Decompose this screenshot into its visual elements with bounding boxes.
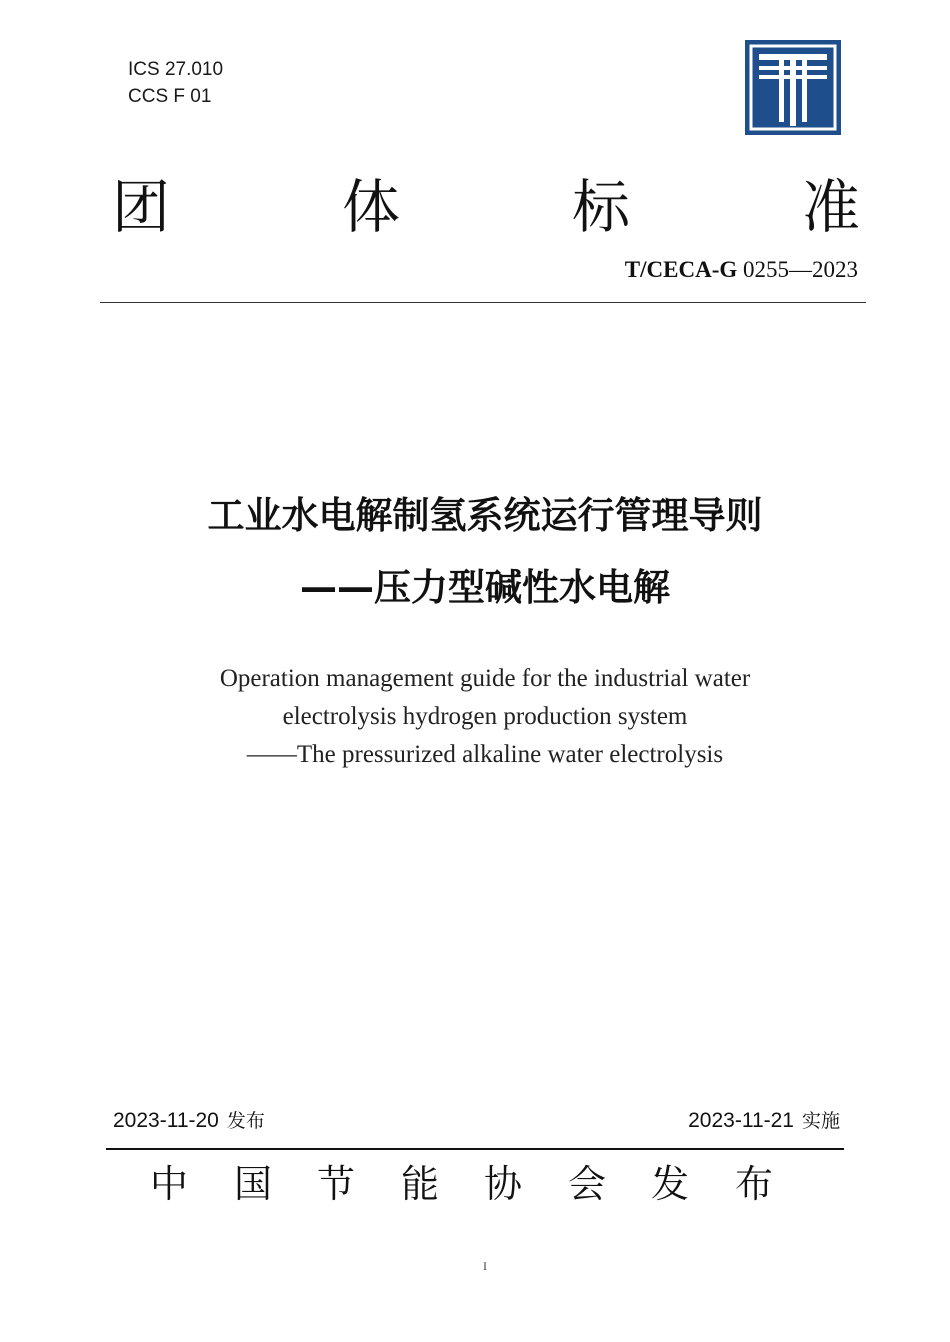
publisher-char: 能 bbox=[401, 1162, 440, 1206]
issue-label: 发布 bbox=[226, 1110, 265, 1132]
ccs-code: CCS F 01 bbox=[128, 86, 212, 107]
standard-number-suffix: 0255—2023 bbox=[737, 257, 858, 282]
association-logo bbox=[745, 40, 841, 135]
publisher-char: 发 bbox=[651, 1162, 690, 1206]
publisher-char: 布 bbox=[735, 1162, 774, 1206]
publisher-char: 中 bbox=[150, 1162, 189, 1206]
publisher-char: 会 bbox=[568, 1162, 607, 1206]
doc-type-char: 准 bbox=[802, 173, 861, 241]
title-chinese bbox=[0, 480, 950, 624]
impl-date-value: 2023-11-21 bbox=[688, 1109, 794, 1132]
publisher bbox=[150, 1156, 790, 1212]
impl-label: 实施 bbox=[801, 1110, 840, 1132]
doc-type-char: 团 bbox=[112, 173, 171, 241]
title-cn-line2: ——压力型碱性水电解 bbox=[300, 566, 670, 609]
footer-divider bbox=[106, 1148, 844, 1150]
issue-date bbox=[113, 1106, 265, 1136]
issue-date-value: 2023-11-20 bbox=[113, 1109, 219, 1132]
classification-codes bbox=[128, 56, 223, 110]
publisher-char: 协 bbox=[484, 1162, 523, 1206]
title-en-line2: electrolysis hydrogen production system bbox=[282, 703, 688, 730]
standard-number-prefix: T/CECA-G bbox=[624, 257, 738, 282]
header-divider bbox=[100, 302, 866, 303]
standard-number bbox=[625, 255, 858, 285]
title-english bbox=[0, 660, 950, 774]
implementation-date bbox=[688, 1106, 840, 1136]
doc-type-char: 标 bbox=[572, 173, 631, 241]
ics-code: ICS 27.010 bbox=[128, 59, 224, 80]
document-type bbox=[112, 172, 862, 242]
title-en-line3: ——The pressurized alkaline water electrolysis bbox=[246, 741, 724, 768]
title-cn-line1: 工业水电解制氢系统运行管理导则 bbox=[207, 494, 763, 537]
title-en-line1: Operation management guide for the industrial water bbox=[219, 665, 751, 692]
publisher-char: 节 bbox=[317, 1162, 356, 1206]
publisher-char: 国 bbox=[234, 1162, 273, 1206]
doc-type-char: 体 bbox=[342, 173, 401, 241]
page-number: I bbox=[483, 1259, 487, 1273]
